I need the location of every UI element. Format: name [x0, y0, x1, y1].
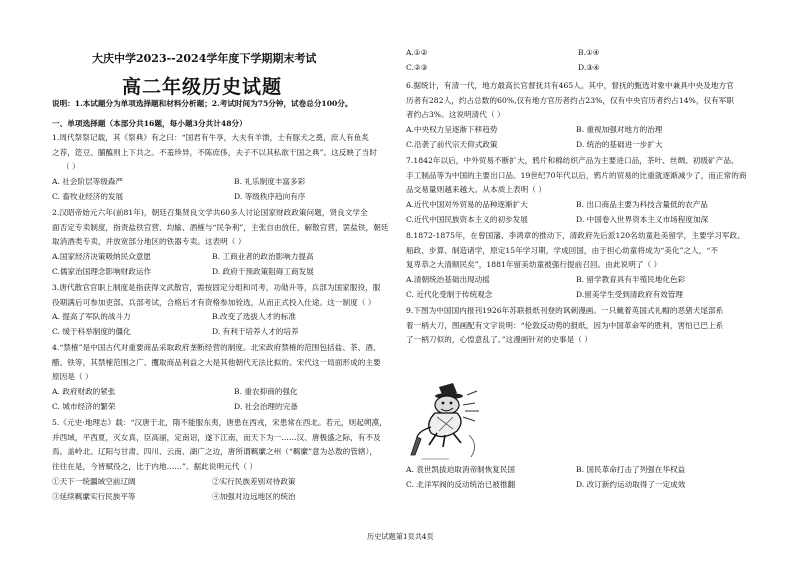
section-heading — [52, 117, 247, 132]
question-3 — [52, 281, 402, 310]
question-4-options — [52, 385, 402, 415]
option-b[interactable]: B. 工商业者的政治影响力提高 — [212, 252, 314, 261]
question-text-line: 船政、步算、制造诸学，原定15年学习期，学成回国，由于担心幼童将成为“美化”之人，“不 — [406, 245, 719, 255]
option-c[interactable]: C.沿袭了前代宗天仰式政策 — [406, 140, 498, 149]
option-4[interactable]: ④加强对边远地区的统治 — [212, 492, 296, 501]
question-text-line: 原因是（ ） — [52, 372, 93, 382]
option-d[interactable]: D. 改订新约运动取得了一定成效 — [576, 480, 686, 489]
option-a[interactable]: A. 社会阶层等级森严 — [52, 177, 124, 186]
question-2 — [52, 206, 402, 250]
question-7 — [406, 154, 748, 198]
option-c[interactable]: C. 北洋军阀的反动统治已被推翻 — [406, 480, 516, 489]
option-d[interactable]: D. 等级秩序趋向有序 — [234, 192, 306, 201]
question-text-line: 7.1842年以后，中外贸易不断扩大，鸦片和棉纺织产品为主要进口品，茶叶、丝绸、初级矿产品、 — [406, 156, 739, 165]
section-heading-text: 一、单项选择题（本部分共16题，每小题3分共计48分） — [52, 119, 247, 128]
question-text-line: 6.据统计，有清一代，地方最高长官督抚共有465人。其中，督抚的甄选对象中兼具中央及地方官 — [406, 81, 734, 90]
option-c[interactable]: C.近代中国民族资本主义的初步发展 — [406, 215, 528, 224]
option-d[interactable]: D.留美学生受到清政府有效管理 — [576, 290, 683, 299]
question-text-line: 1.周代祭祭记载，其《祭典》有之曰：“国君有牛享，大夫有羊馈，士有豚犬之奠，庶人有鱼炙 — [52, 133, 370, 142]
option-d[interactable]: D. 中国卷入世界资本主义市场程度加深 — [576, 215, 709, 224]
question-text-line: 5.《元史·地理志》载：“汉唐于北，隋不能服东夷，唐患在西戎，宋患常在西北。若元，则起朔漠， — [52, 418, 387, 427]
question-6-options — [406, 123, 748, 153]
option-b[interactable]: B. 出口商品主要为科技含量低的农产品 — [576, 200, 708, 209]
question-text-line: 品交易量则越来越大。从本质上表明（ ） — [406, 185, 547, 195]
option-d[interactable]: D. 统治的基础进一步扩大 — [576, 140, 663, 149]
option-b[interactable]: B. 国民革命打击了列强在华权益 — [576, 465, 686, 474]
question-4 — [52, 341, 402, 385]
option-d[interactable]: D.③④ — [578, 63, 600, 72]
question-text-line: 4.“禁榷”是中国古代对重要商品采取政府垄断经营的制度。北宋政府禁榷的范围包括盐、茶、酒、 — [52, 343, 381, 352]
question-1-options — [52, 175, 402, 205]
option-b[interactable]: B. 重视加强对地方的治理 — [576, 125, 663, 134]
option-a[interactable]: A.国家经济决策吸纳民众意愿 — [52, 252, 152, 261]
question-text-line: 3.唐代散官官职上制度是指获得文武散官，需按固定分组和司考，功勋升等，兵部为国家服役，服 — [52, 283, 381, 292]
question-text-line: 面否定专卖制度，指责盐铁官营、均输、酒榷与“民争利”，主张自由放任，解散官营，罢盐铁，朝廷 — [52, 222, 389, 232]
question-8 — [406, 229, 748, 273]
option-d[interactable]: D. 政府干预政策阻碍工商发展 — [212, 267, 314, 276]
question-8-options — [406, 273, 748, 303]
option-b[interactable]: B. 礼乐制度丰富多彩 — [234, 177, 306, 186]
question-9 — [406, 304, 748, 348]
question-text-line: 取消酒类专卖，并放宽部分地区的铁器专卖。这表明（ ） — [52, 237, 246, 247]
option-c[interactable]: C.②③ — [406, 63, 428, 72]
option-a[interactable]: A. 提高了军队的战斗力 — [52, 312, 131, 321]
option-c[interactable]: C. 近代化受制于传统观念 — [406, 290, 493, 299]
question-text-line: 2.汉昭帝始元六年(前81年)，朝廷召集贤良文学共60多人讨论国家财政政策问题，贤良文学全 — [52, 208, 368, 217]
option-c[interactable]: C.儒家治国理念影响财政运作 — [52, 267, 152, 276]
question-5 — [52, 416, 402, 474]
question-3-options — [52, 310, 402, 340]
question-text-line: 之荐，笾豆、脯醢则上下共之。不羞珍异，不陈庶侈，夫子不以其私欲干国之典”。这反映了当时 — [52, 147, 377, 157]
exam-instructions: 说明：1.本试题分为单项选择题和材料分析题；2.考试时间为75分钟，试卷总分100分。 — [52, 99, 353, 108]
question-text-line: 复卑恭之大清顺民矣”，1881年留美幼童被强行提前召回。由此说明了（ ） — [406, 260, 662, 270]
question-2-options — [52, 250, 402, 280]
question-5-options — [52, 475, 402, 505]
question-text-line: 着一柄大刀，图画配有文字说明：“伦敦反动势的报纸，因为中国革命军的胜利，害怕已巴上系 — [406, 320, 724, 330]
question-text-line: 役期满后可参加吏部、兵部考试，合格后才有资格参加铨选，从而正式投入仕途。这一制度（ ） — [52, 297, 376, 307]
option-a[interactable]: A. 政府财政的紧张 — [52, 387, 116, 396]
option-a[interactable]: A. 袁世凯拔迫取消帝制恢复民国 — [406, 465, 516, 474]
option-c[interactable]: C. 城市经济的繁荣 — [52, 402, 116, 411]
question-text-line: 焉。盖岭北、辽阳与甘肃、四川、云南、湖广之边，唐所谓羁縻之州（“羁縻”意为怂敖的管辖）， — [52, 447, 378, 457]
option-a[interactable]: A.中央权力呈逐渐下移趋势 — [406, 125, 498, 134]
option-a[interactable]: A.清朝统治基础出现动摇 — [406, 275, 490, 284]
question-7-options — [406, 198, 748, 228]
question-9-options — [406, 463, 748, 493]
question-text-line: 9.下图为中国国内报刊1926年苏联报纸刊登的讽刺漫画。一只戴着英国式礼帽的恶猪犬尾部系 — [406, 306, 724, 315]
question-text-line: 并西域，平西夏，灭女真，臣高丽，定南诏，遂下江南，而天下为一……汉、唐极盛之际，有不及 — [52, 432, 381, 442]
option-2[interactable]: ②实行民族差别对待政策 — [212, 477, 296, 486]
question-text-line: 手工制品等为中国的主要出口品。19世纪70年代以后，鸦片的贸易的比重就逐渐减少了，而正常的商 — [406, 170, 747, 180]
option-1[interactable]: ①天下一统疆域空前辽阔 — [52, 477, 136, 486]
option-c[interactable]: C. 畜牧业经济的发展 — [52, 192, 124, 201]
page-footer: 历史试题第1页共4页 — [367, 532, 434, 541]
question-text-line: 醋、铁等，其禁榷范围之广、攫取商品利益之大是其他朝代无法比拟的。宋代这一局面形成的主要 — [52, 357, 381, 367]
question-text-line: 者约占3%。这说明清代（ ） — [406, 110, 505, 120]
option-3[interactable]: ③延续羁縻实行民族平等 — [52, 492, 136, 501]
option-c[interactable]: C. 缓于科举制度的僵化 — [52, 327, 131, 336]
question-6 — [406, 79, 748, 123]
question-text-line: 8.1872-1875年，在曾国藩、李鸿章的推动下，清政府先后派120名幼童赴美留学，主要学习军政、 — [406, 231, 745, 240]
question-1 — [52, 131, 402, 175]
question-5-answer-options — [406, 46, 746, 76]
school-exam-line: 大庆中学2023--2024学年度下学期期末考试 — [92, 52, 317, 65]
option-d[interactable]: D. 社会治理的完备 — [234, 402, 298, 411]
option-b[interactable]: B. 重农抑商的强化 — [234, 387, 298, 396]
question-text-line: 往往在是，今皆赋役之，比于内地……”。据此说明元代（ ） — [52, 461, 258, 471]
question-text-line: （ ） — [62, 162, 80, 172]
question-text-line: 了一柄刀似的，心惶意乱了。”这漫画针对的史事是（ ） — [406, 335, 593, 345]
page-title: 高二年级历史试题 — [122, 76, 283, 98]
option-b[interactable]: B. 留学教育具有半殖民地化色彩 — [576, 275, 686, 284]
political-cartoon-image — [409, 375, 493, 465]
option-a[interactable]: A.①② — [406, 48, 428, 57]
option-b[interactable]: B.改变了选拔人才的标准 — [212, 312, 296, 321]
option-a[interactable]: A.近代中国对外贸易的品种逐渐扩大 — [406, 200, 528, 209]
option-b[interactable]: B.①④ — [578, 48, 600, 57]
option-d[interactable]: D. 有利于培养人才的培养 — [212, 327, 299, 336]
question-text-line: 历者有282人，约占总数的60%,仅有地方官历者约占23%，仅有中央官历者约占14%，仅有军职 — [406, 95, 735, 105]
